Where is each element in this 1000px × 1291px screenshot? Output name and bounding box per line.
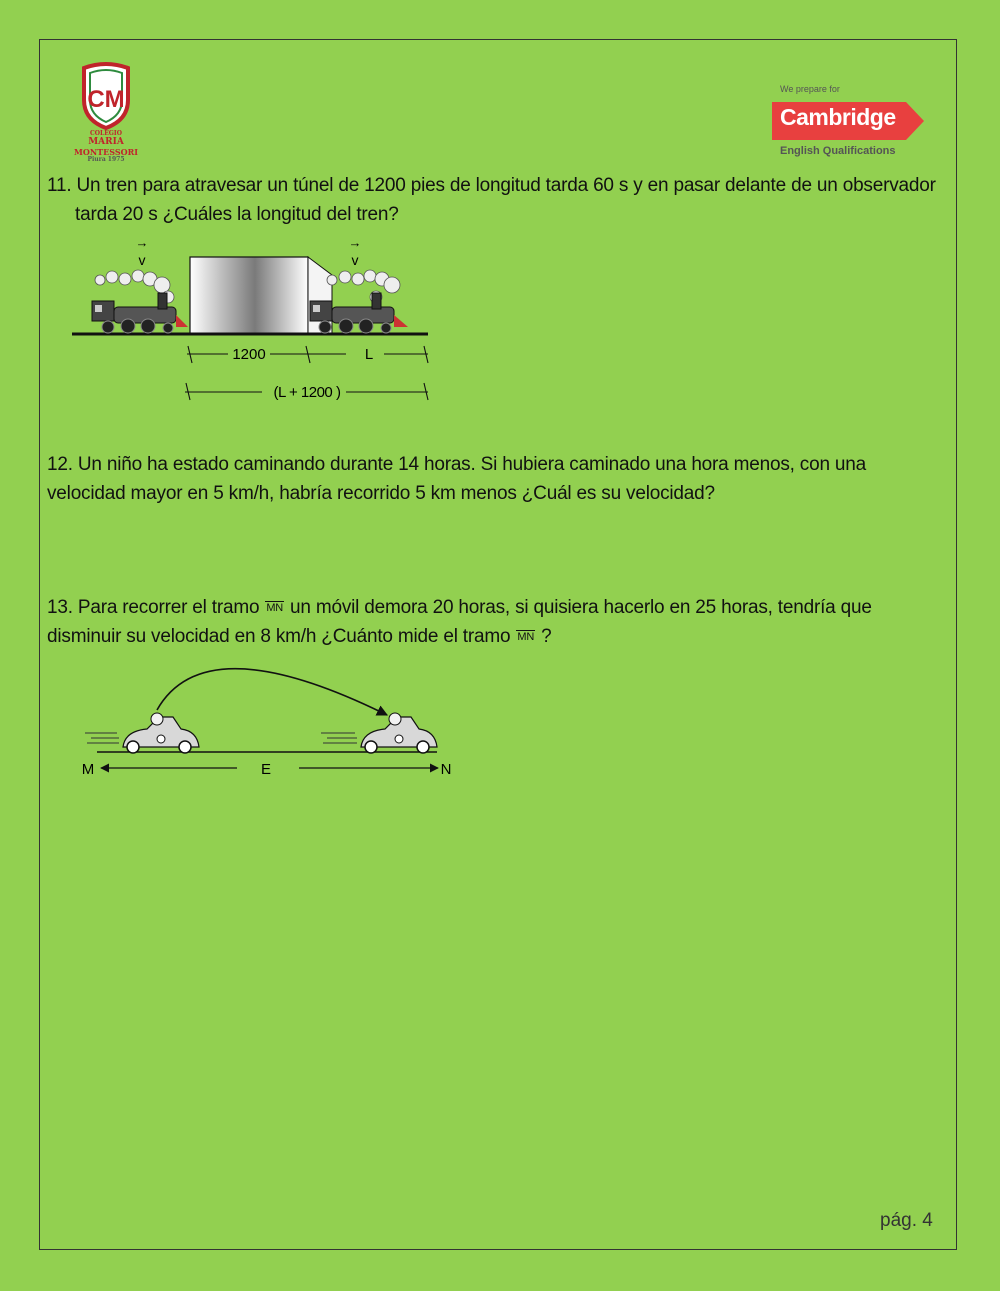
school-monogram: CM (87, 86, 125, 113)
cambridge-logo (772, 84, 932, 164)
question-11-line-1: 11. Un tren para atravesar un túnel de 1200 pies de longitud tarda 60 s y en pasar delante de un observador (47, 175, 936, 196)
question-13-line-1-a: 13. Para recorrer el tramo (47, 597, 260, 618)
question-12 (47, 450, 947, 508)
total-length-label: (L + 1200 ) (273, 384, 341, 401)
motion-arc-arrow (157, 669, 387, 715)
tunnel-length-label: 1200 (232, 346, 266, 363)
car-left-icon (85, 713, 199, 753)
segment-mn-label: MN (266, 602, 284, 615)
page-number: pág. 4 (880, 1210, 933, 1231)
tunnel (190, 257, 308, 334)
dimension-line-1200 (187, 346, 428, 363)
question-13-line-2 (47, 622, 947, 651)
question-13-line-2-a: disminuir su velocidad en 8 km/h ¿Cuánto mide el tramo (47, 626, 511, 647)
school-logo (66, 62, 146, 162)
train-left-icon (92, 270, 188, 333)
car-motion-figure (75, 655, 455, 780)
school-word-2: MARIA (88, 137, 124, 147)
segment-mn-label-2: MN (517, 631, 535, 644)
question-11 (47, 171, 947, 229)
question-13-line-2-b: ? (541, 626, 552, 647)
velocity-label-left: v (138, 252, 146, 268)
cambridge-brand: Cambridge (780, 104, 896, 130)
cambridge-top-text: We prepare for (780, 84, 840, 94)
school-shield-icon (66, 62, 146, 132)
velocity-label-right: v (351, 252, 359, 268)
train-length-label: L (364, 346, 374, 363)
question-13-line-1 (47, 593, 947, 622)
question-12-line-1: 12. Un niño ha estado caminando durante 14 horas. Si hubiera caminado una hora menos, con una (47, 454, 867, 475)
train-tunnel-figure (70, 235, 450, 410)
car-right-icon (321, 713, 437, 753)
question-13 (47, 593, 947, 651)
point-e-label: E (260, 761, 272, 778)
point-n-label: N (440, 761, 452, 778)
question-12-line-2: velocidad mayor en 5 km/h, habría recorrido 5 km menos ¿Cuál es su velocidad? (47, 483, 715, 504)
school-word-3: MONTESSORI (74, 147, 138, 157)
question-11-line-2: tarda 20 s ¿Cuáles la longitud del tren? (75, 204, 399, 225)
school-word-4: Piura 1975 (87, 156, 125, 163)
velocity-arrow-right: → (348, 235, 362, 250)
cambridge-bottom-text: English Qualifications (780, 145, 896, 157)
velocity-arrow-left: → (135, 235, 149, 250)
point-m-label: M (81, 761, 95, 778)
school-word-1: COLEGIO (90, 130, 122, 137)
question-13-line-1-b: un móvil demora 20 horas, si quisiera hacerlo en 25 horas, tendría que (290, 597, 872, 618)
